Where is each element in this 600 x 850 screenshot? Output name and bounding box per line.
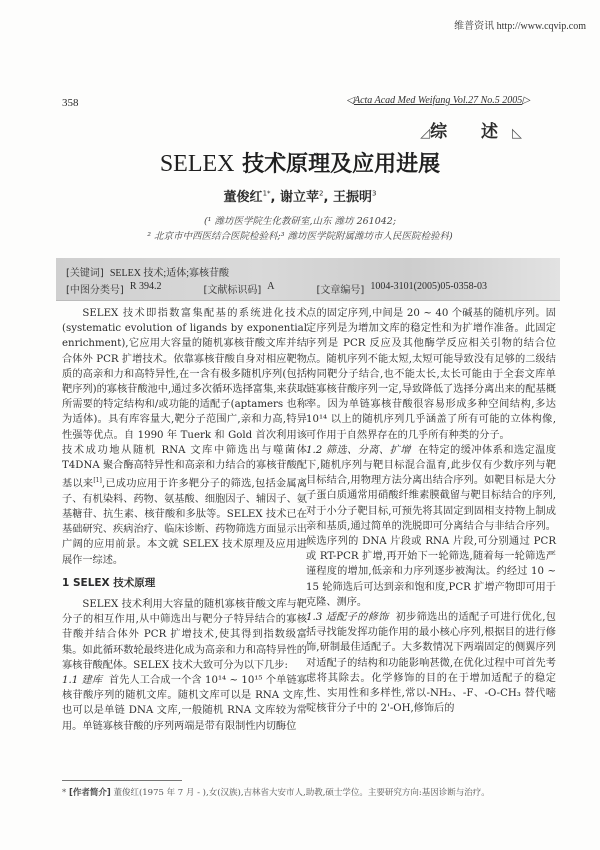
- citation-ref: [1]: [93, 477, 102, 485]
- article-metadata-box: [56, 258, 560, 301]
- affiliation-line-1: (¹ 潍坊医学院生化教研室,山东 潍坊 261042;: [203, 216, 397, 227]
- right-column: [306, 306, 556, 716]
- article-id-label: [文章编号]: [316, 285, 365, 296]
- article-title: [0, 147, 600, 178]
- author-list: 董俊红$^{1*}$, 谢立苹$^2$, 王振明$^3$: [223, 189, 377, 205]
- article-id-value: 1004-3101(2005)05-0358-03: [370, 281, 487, 292]
- affiliation-line-2: ² 北京市中西医结合医院检验科;³ 潍坊医学院附属潍坊市人民医院检验科): [147, 231, 453, 242]
- keywords-row: [66, 264, 265, 279]
- continued-paragraph: 点的固定序列,中间是 20 ~ 40 个碱基的随机序列。固定序列是为增加文库的稳定性和为扩增作准备。此固定序列是 PCR 反应及其他酶学反应相关引物的结合位点。随机序列不能太短,太短可能导致没有足够的二级结构同靶分子结合,也不能太长,太长可能由于全套文库单链寡核苷酸序列一定,导致降低了选择分离出来的配基概率。因为单链寡核苷酸很容易形成多种空间结构,多达 10¹⁴ 以上的随机序列几乎涵盖了所有可能的立体构像,可作用于自然界存在的几乎所有种类的分子。: [306, 308, 556, 441]
- doc-code-value: A: [267, 281, 275, 292]
- watermark-text: 维普资讯 http://www.cqvip.com: [454, 21, 586, 32]
- section-heading: 1 SELEX 技术原理: [62, 576, 156, 589]
- doc-code-label: [文献标识码]: [203, 285, 262, 296]
- footnote-marker: *: [62, 788, 67, 798]
- author-affiliation-mark: 3: [371, 189, 377, 198]
- right-triangle-icon: ▷: [522, 95, 530, 106]
- section1-paragraph: SELEX 技术利用大容量的随机寡核苷酸文库与靶分子的相互作用,从中筛选出与靶分子特异结合的寡核苷酸并结合体外 PCR 扩增技术,使其得到指数级富集。如此循环数轮最终进化成为高亲和力和高特异性的寡核苷酸配体。SELEX 技术大致可分为以下几步:: [62, 599, 307, 671]
- clc-value: R 394.2: [129, 281, 162, 292]
- footnote-divider: [62, 780, 182, 781]
- author-name: 谢立苹: [280, 190, 320, 205]
- footnote-text: 董俊红(1975 年 7 月 - ),女(汉族),吉林省大安市人,助教,硕士学位。主要研究方向:基因诊断与治疗。: [113, 788, 490, 798]
- subsection-1-2: [306, 443, 556, 610]
- section-tag: [420, 117, 522, 142]
- author-footnote: [62, 786, 490, 798]
- subsection-heading: 1.1 建库: [62, 675, 103, 687]
- subsection-text: 首先人工合成一个含 10¹⁴ ~ 10¹⁵ 个单链寡核苷酸序列的随机文库。随机文库可以是 RNA 文库,也可以是单链 DNA 文库,一般随机 RNA 文库较为常用。单链寡核苷酸的序列两端是带有限制性内切酶位: [62, 675, 307, 732]
- author-name: 王振明: [332, 190, 372, 205]
- intro-text-a: SELEX 技术即指数富集配基的系统进化技术(systematic evolution of ligands by exponential enrichment),它应用大容量的随机寡核苷酸文库并结合体外 PCR 扩增技术。依靠寡核苷酸自身对相应靶物质的高亲和力和高特异性,在一含有极多随机序列(包括靶序列)的寡核苷酸池中,通过多次循环选择富集,来获取所需要的特定结构和/或功能的适配子(aptamers 也称为适体)。具有库容量大,靶分子范围广,亲和力高,特异性强等优点。自 1990 年 Tuerk 和 Gold 首次利用该技术成功地从随机 RNA 文库中筛选出与噬菌体 T4DNA 聚合酶高特异性和高亲和力结合的寡核苷酸配基以来: [62, 308, 307, 490]
- subsection-heading: 1.2 筛选、分离、扩增: [306, 444, 411, 456]
- subsection-text: 在特定的缓冲体系和选定温度下,随机序列与靶目标混合温育,此步仅有少数序列与靶目标结合,用物理方法分离出结合序列。如靶目标是大分子蛋白质通常用硝酸纤维素膜截留与靶目标结合的序列,对于小分子靶目标,可预先将其固定到固相支持物上制成亲和基质,通过简单的洗脱即可分离结合与非结合序列。候选序列的 DNA 片段或 RNA 片段,可分别通过 PCR 或 RT-PCR 扩增,再开始下一轮筛选,随着每一轮筛选严谨程度的增加,低亲和力序列逐步被淘汰。约经过 10 ~ 15 轮筛选后可达到亲和饱和度,PCR 扩增产物即可用于克隆、测序。: [306, 444, 556, 608]
- clc-label: [中图分类号]: [66, 285, 124, 296]
- classification-row: [66, 281, 523, 296]
- author-affiliation-mark: 2: [319, 189, 324, 198]
- author-affiliation-mark: 1*: [262, 189, 271, 198]
- title-zh: 技术原理及应用进展: [242, 152, 441, 177]
- author-name: 董俊红: [223, 190, 263, 205]
- left-column: [62, 306, 307, 734]
- corner-triangle-icon: ◺: [512, 126, 522, 141]
- journal-header: [346, 95, 530, 106]
- subsection-text: 初步筛选出的适配子可进行优化,包括寻找能发挥功能作用的最小核心序列,根据目的进行修饰,研制最佳适配子。大多数情况下两端固定的侧翼序列对适配子的结构和功能影响甚微,在优化过程中可首先考虑将其除去。化学修饰的目的在于增加适配子的稳定性、实用性和多样性,常以-NH₂、-F、-O-CH₃ 替代嘧啶核苷分子中的 2'-OH,修饰后的: [306, 612, 556, 715]
- intro-paragraph: [62, 306, 307, 568]
- subsection-1-1: [62, 673, 307, 734]
- subsection-1-3: [306, 610, 556, 716]
- section-label: 综 述: [430, 122, 512, 142]
- title-en: SELEX: [159, 151, 235, 177]
- keywords-value: SELEX 技术;适体;寡核苷酸: [109, 268, 229, 279]
- intro-text-b: ,已成功应用于许多靶分子的筛选,包括金属离子、有机染料、药物、氨基酸、细胞因子、辅因子、氨基糖苷、抗生素、核苷酸和多肽等。SELEX 技术已在基础研究、疾病治疗、临床诊断、药物筛选方面显示出广阔的应用前景。本文就 SELEX 技术原理及应用进展作一综述。: [62, 478, 308, 566]
- journal-citation: Acta Acad Med Weifang Vol.27 No.5 2005: [353, 95, 523, 106]
- left-triangle-icon: ◁: [346, 95, 354, 106]
- subsection-heading: 1.3 适配子的修饰: [306, 612, 389, 624]
- keywords-label: [关键词]: [66, 268, 104, 279]
- footnote-label: [作者简介]: [68, 788, 111, 798]
- page-number: 358: [62, 97, 79, 109]
- corner-triangle-icon: ◿: [420, 126, 431, 141]
